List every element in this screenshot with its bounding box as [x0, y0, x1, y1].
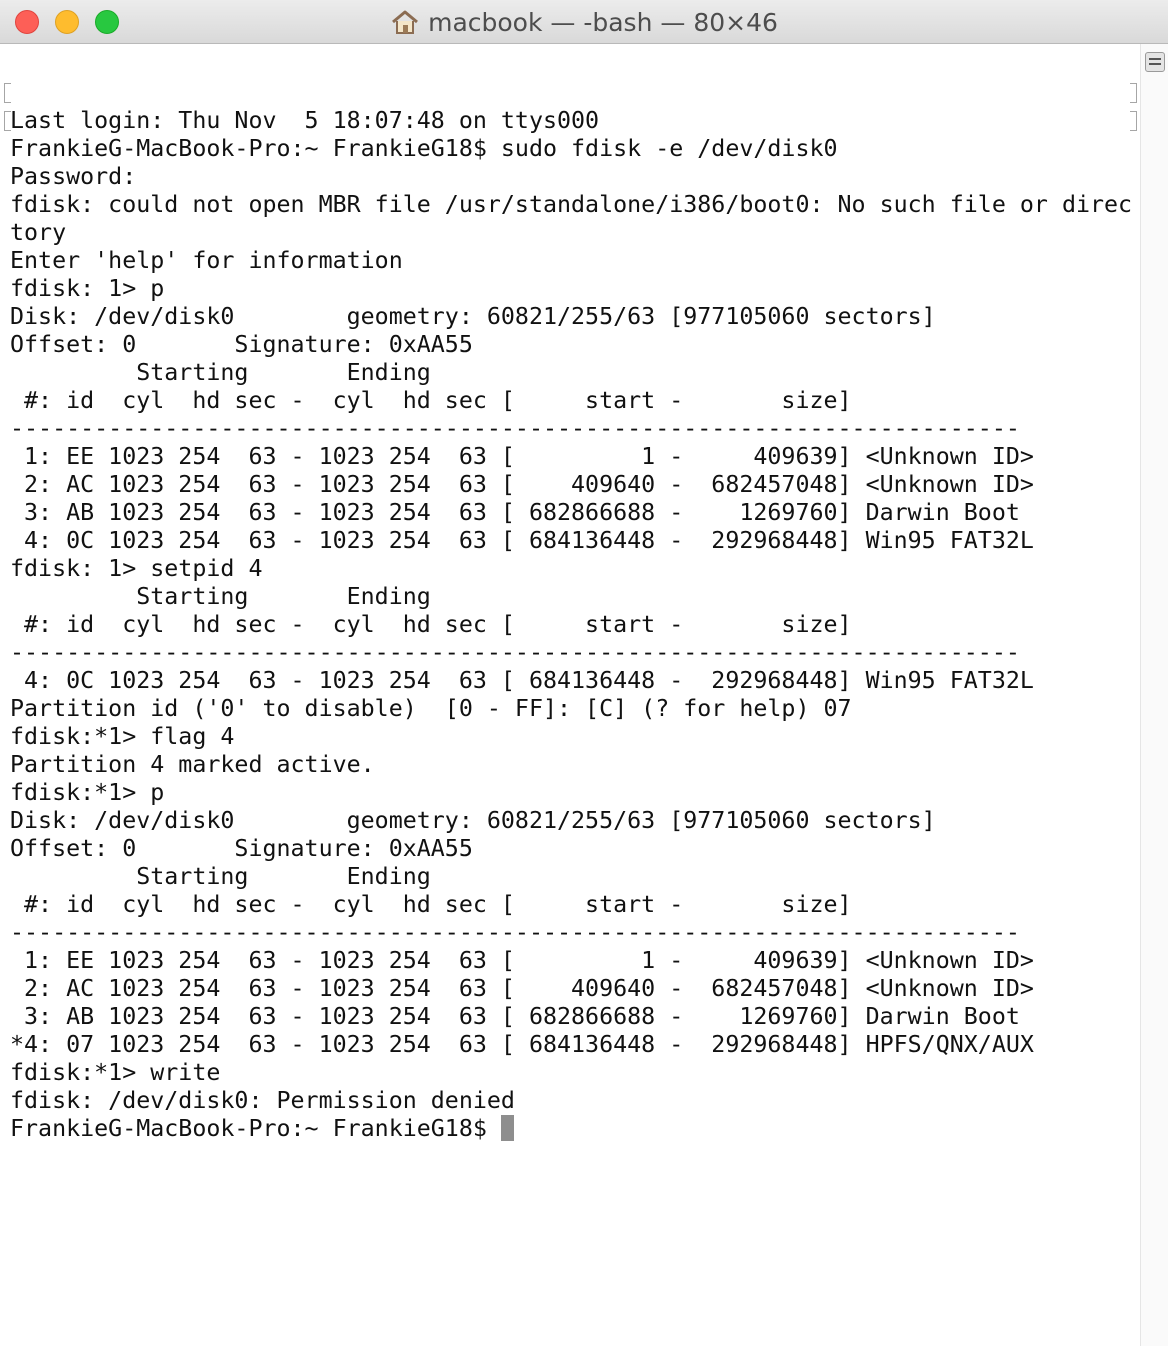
terminal-line: ------------------------------------------------------------------------ [10, 415, 1020, 442]
terminal-line: 3: AB 1023 254 63 - 1023 254 63 [ 682866688 - 1269760] Darwin Boot [10, 1003, 1020, 1030]
prompt-line[interactable] [10, 1115, 1135, 1143]
terminal-line: #: id cyl hd sec - cyl hd sec [ start - size] [10, 387, 852, 414]
terminal-line: ------------------------------------------------------------------------ [10, 919, 1020, 946]
terminal-line: fdisk:*1> flag 4 [10, 723, 235, 750]
terminal-line: 3: AB 1023 254 63 - 1023 254 63 [ 682866688 - 1269760] Darwin Boot [10, 499, 1020, 526]
terminal-line: fdisk: /dev/disk0: Permission denied [10, 1087, 515, 1114]
terminal-line: #: id cyl hd sec - cyl hd sec [ start - size] [10, 891, 852, 918]
prompt-text: FrankieG-MacBook-Pro:~ FrankieG18$ [10, 1115, 501, 1142]
terminal-line: Last login: Thu Nov 5 18:07:48 on ttys000 [10, 107, 600, 134]
terminal-line: Disk: /dev/disk0 geometry: 60821/255/63 [977105060 sectors] [10, 303, 936, 330]
terminal-line: Password: [10, 163, 137, 190]
terminal-line: Partition id ('0' to disable) [0 - FF]: [C] (? for help) 07 [10, 695, 852, 722]
terminal-line: fdisk:*1> p [10, 779, 165, 806]
terminal-line: *4: 07 1023 254 63 - 1023 254 63 [ 684136448 - 292968448] HPFS/QNX/AUX [10, 1031, 1034, 1058]
terminal-line: 2: AC 1023 254 63 - 1023 254 63 [ 409640 - 682457048] <Unknown ID> [10, 471, 1034, 498]
vertical-scrollbar[interactable] [1140, 44, 1168, 1346]
split-pane-icon[interactable] [1145, 52, 1165, 72]
terminal-output[interactable] [10, 51, 1135, 1143]
terminal-line: 4: 0C 1023 254 63 - 1023 254 63 [ 684136448 - 292968448] Win95 FAT32L [10, 527, 1034, 554]
terminal-line: fdisk: could not open MBR file /usr/standalone/i386/boot0: No such file or direc [10, 191, 1133, 218]
terminal-line: tory [10, 219, 67, 246]
terminal-line: #: id cyl hd sec - cyl hd sec [ start - size] [10, 611, 852, 638]
terminal-line: Disk: /dev/disk0 geometry: 60821/255/63 [977105060 sectors] [10, 807, 936, 834]
terminal-line: Starting Ending [10, 583, 431, 610]
terminal-line: 4: 0C 1023 254 63 - 1023 254 63 [ 684136448 - 292968448] Win95 FAT32L [10, 667, 1034, 694]
window-title-container [0, 0, 1168, 44]
terminal-line: Starting Ending [10, 359, 431, 386]
terminal-line: FrankieG-MacBook-Pro:~ FrankieG18$ sudo fdisk -e /dev/disk0 [10, 135, 838, 162]
home-icon [390, 9, 420, 35]
terminal-line: 2: AC 1023 254 63 - 1023 254 63 [ 409640 - 682457048] <Unknown ID> [10, 975, 1034, 1002]
terminal-line: Starting Ending [10, 863, 431, 890]
terminal-line: Partition 4 marked active. [10, 751, 375, 778]
terminal-line: fdisk:*1> write [10, 1059, 221, 1086]
terminal-line: Offset: 0 Signature: 0xAA55 [10, 331, 473, 358]
terminal-line: Offset: 0 Signature: 0xAA55 [10, 835, 473, 862]
terminal-line: 1: EE 1023 254 63 - 1023 254 63 [ 1 - 409639] <Unknown ID> [10, 947, 1034, 974]
title-bar[interactable] [0, 0, 1168, 44]
terminal-line: Enter 'help' for information [10, 247, 403, 274]
text-cursor [501, 1115, 514, 1141]
terminal-line: fdisk: 1> p [10, 275, 165, 302]
terminal-line: 1: EE 1023 254 63 - 1023 254 63 [ 1 - 409639] <Unknown ID> [10, 443, 1034, 470]
terminal-line: fdisk: 1> setpid 4 [10, 555, 263, 582]
window-title: macbook — -bash — 80×46 [428, 7, 778, 37]
terminal-line: ------------------------------------------------------------------------ [10, 639, 1020, 666]
